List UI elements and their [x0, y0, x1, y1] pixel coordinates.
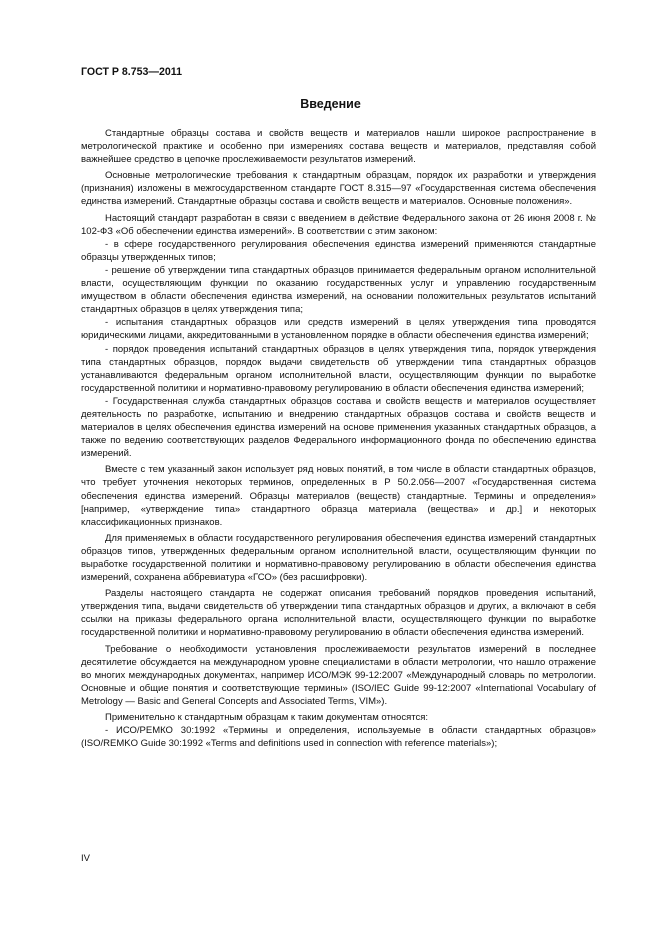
paragraph: Для применяемых в области государственного регулирования обеспечения единства измерений стандартных образцов типов, утвержденных федеральным органом исполнительной власти, осуществляющим функции по выработке государственной политики и нормативно-правовому регулированию в области обеспечения единства измерений, сохранена аббревиатура «ГСО» (без расшифровки).	[81, 532, 596, 584]
list-item: - Государственная служба стандартных образцов состава и свойств веществ и материалов осуществляет деятельность по разработке, испытанию и внедрению стандартных образцов состава и свойств веществ и материалов в целях обеспечения единства измерений на основе применения указанных стандартных образцов, а также по ведению соответствующих разделов Федерального информационного фонда по обеспечению единства измерений.	[81, 395, 596, 460]
document-code-header: ГОСТ Р 8.753—2011	[81, 66, 183, 78]
list-item: - порядок проведения испытаний стандартных образцов в целях утверждения типа, порядок утверждения типа стандартных образцов, порядок выдачи свидетельств об утверждении типа стандартных образцов устанавливаются федеральным органом исполнительной власти, осуществляющим функции по выработке государственной политики и нормативно-правовому регулированию в области обеспечения единства измерений;	[81, 343, 596, 394]
section-title: Введение	[300, 97, 361, 111]
body-text	[81, 127, 596, 753]
paragraph: Настоящий стандарт разработан в связи с введением в действие Федерального закона от 26 июня 2008 г. № 102-ФЗ «Об обеспечении единства измерений». В соответствии с этим законом:	[81, 212, 596, 237]
paragraph: Основные метрологические требования к стандартным образцам, порядок их разработки и утверждения (признания) изложены в межгосударственном стандарте ГОСТ 8.315—97 «Государственная система обеспечения единства измерений. Стандартные образцы состава и свойств веществ и материалов. Основные положения».	[81, 170, 596, 208]
list-item: - решение об утверждении типа стандартных образцов принимается федеральным органом исполнительной власти, осуществляющим функции по оказанию государственных услуг и управлению государственным имуществом в области обеспечения единства измерений, на основании положительных результатов испытаний стандартных образцов в целях утверждения типа;	[81, 264, 596, 316]
paragraph: Вместе с тем указанный закон использует ряд новых понятий, в том числе в области стандартных образцов, что требует уточнения некоторых терминов, определенных в Р 50.2.056—2007 «Государственная система обеспечения единства измерений. Образцы материалов (веществ) стандартные. Термины и определения» [например, «утверждение типа» стандартного образца материала (вещества» и др.] и некоторых классификационных признаков.	[81, 464, 596, 528]
page-number: IV	[81, 853, 90, 864]
paragraph: Требование о необходимости установления прослеживаемости результатов измерений в последнее десятилетие обсуждается на международном уровне специалистами в области метрологии, что нашло отражение во многих международных документах, например ИСО/МЭК 99-12:2007 «Международный словарь по метрологии. Основные и общие понятия и соответствующие термины» (ISO/IEC Guide 99-12:2007 «International Vocabulary of Metrology — Basic and General Concepts and Associated Terms, VIM»).	[81, 643, 596, 707]
list-item: - ИСО/РЕМКО 30:1992 «Термины и определения, используемые в области стандартных образцов» (ISO/REMKO Guide 30:1992 «Terms and definitions used in connection with reference materials»);	[81, 725, 596, 750]
list-item: - испытания стандартных образцов или средств измерений в целях утверждения типа проводятся юридическими лицами, аккредитованными в установленном порядке в области обеспечения единства измерений;	[81, 317, 596, 342]
paragraph: Применительно к стандартным образцам к таким документам относятся:	[105, 712, 428, 724]
paragraph: Стандартные образцы состава и свойств веществ и материалов нашли широкое распространение в метрологической практике и особенно при измерениях состава веществ и материалов, представляя собой важнейшее средство в цепочке прослеживаемости результатов измерений.	[81, 128, 596, 166]
list-item: - в сфере государственного регулирования обеспечения единства измерений применяются стандартные образцы утвержденных типов;	[81, 238, 596, 263]
paragraph: Разделы настоящего стандарта не содержат описания требований порядков проведения испытаний, утверждения типа, выдачи свидетельств об утверждении типа стандартных образцов и других, а включают в себя ссылки на приказы федерального органа исполнительной власти, осуществляющего функции по выработке государственной политики и нормативно-правовому регулированию в области обеспечения единства измерений.	[81, 588, 596, 639]
